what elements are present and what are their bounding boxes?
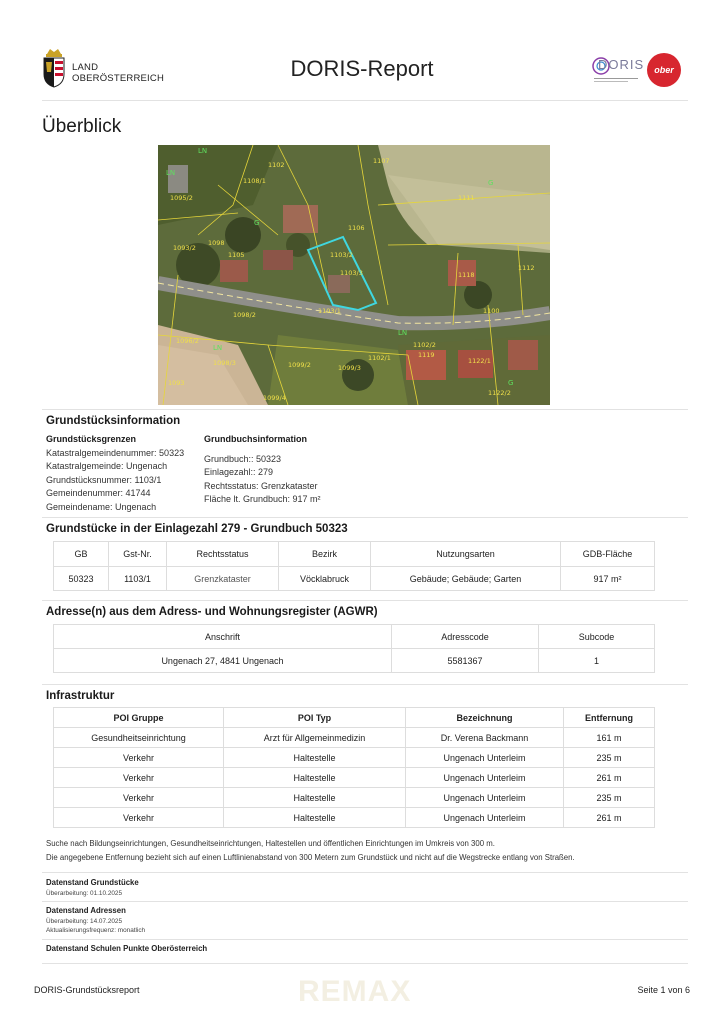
ober-logo-text: ober: [654, 65, 674, 75]
column-header: Nutzungsarten: [371, 542, 561, 567]
grundbuch-title: Grundbuchsinformation: [204, 434, 307, 444]
column-header: GDB-Fläche: [561, 542, 655, 567]
table-cell: 161 m: [564, 728, 655, 748]
column-header: POI Typ: [224, 708, 406, 728]
svg-text:1093/2: 1093/2: [173, 244, 196, 252]
table-row: [54, 748, 655, 768]
column-header: Gst-Nr.: [109, 542, 167, 567]
column-header: Anschrift: [54, 625, 392, 649]
svg-text:1105: 1105: [228, 251, 245, 259]
table-cell: 917 m²: [561, 567, 655, 591]
grenzen-item: Grundstücksnummer: 1103/1: [46, 474, 162, 485]
column-header: Bezirk: [279, 542, 371, 567]
svg-text:G: G: [508, 379, 514, 387]
datenstand-title: Datenstand Grundstücke: [46, 878, 139, 887]
table-cell: 1103/1: [109, 567, 167, 591]
svg-text:G: G: [488, 179, 494, 187]
infra-heading: Infrastruktur: [46, 690, 115, 702]
table-cell: 261 m: [564, 768, 655, 788]
svg-text:1098/3: 1098/3: [213, 359, 236, 367]
grundstueck-heading: Grundstücksinformation: [46, 415, 181, 427]
table-cell: 235 m: [564, 788, 655, 808]
column-header: GB: [54, 542, 109, 567]
table-cell: 1: [539, 649, 655, 673]
footer-left: DORIS-Grundstücksreport: [34, 985, 140, 995]
svg-text:1099/2: 1099/2: [288, 361, 311, 369]
svg-text:LN: LN: [213, 344, 223, 352]
table-row: [54, 768, 655, 788]
table-row: [54, 567, 655, 591]
svg-text:1119: 1119: [418, 351, 435, 359]
map-divider: [42, 409, 688, 410]
section-divider: [42, 600, 688, 601]
adresse-table: [53, 624, 655, 673]
datenstand-line: Aktualisierungsfrequenz: monatlich: [46, 927, 146, 934]
svg-text:1098/2: 1098/2: [233, 311, 256, 319]
adresse-heading: Adresse(n) aus dem Adress- und Wohnungsregister (AGWR): [46, 606, 378, 618]
header-divider: [42, 100, 688, 101]
column-header: Adresscode: [392, 625, 539, 649]
grenzen-title: Grundstücksgrenzen: [46, 434, 137, 444]
datenstand-title: Datenstand Schulen Punkte Oberösterreich: [46, 944, 208, 953]
column-header: Subcode: [539, 625, 655, 649]
table-cell: Verkehr: [54, 768, 224, 788]
grenzen-item: Katastralgemeindenummer: 50323: [46, 448, 185, 458]
table-cell: Vöcklabruck: [279, 567, 371, 591]
table-cell: Haltestelle: [224, 808, 406, 828]
infra-table: [53, 707, 655, 828]
svg-text:1108/1: 1108/1: [243, 177, 266, 185]
table-cell: Gesundheitseinrichtung: [54, 728, 224, 748]
section-divider: [42, 901, 688, 902]
table-cell: 235 m: [564, 748, 655, 768]
doris-logo: [592, 54, 645, 84]
grundbuch-list: [204, 453, 321, 507]
grundbuch-item: Rechtsstatus: Grenzkataster: [204, 480, 318, 491]
column-header: Bezeichnung: [406, 708, 564, 728]
table-cell: Haltestelle: [224, 748, 406, 768]
table-cell: Ungenach Unterleim: [406, 748, 564, 768]
svg-text:1111: 1111: [458, 194, 475, 202]
doris-logo-text: DORIS: [598, 57, 645, 72]
grenzen-item: Katastralgemeinde: Ungenach: [46, 461, 168, 472]
svg-text:1103/2: 1103/2: [330, 251, 353, 259]
table-cell: Verkehr: [54, 808, 224, 828]
datenstand-title: Datenstand Adressen: [46, 906, 126, 915]
section-divider: [42, 517, 688, 518]
svg-text:1103/1: 1103/1: [318, 307, 341, 315]
svg-text:1098: 1098: [208, 239, 225, 247]
svg-text:G: G: [254, 219, 260, 227]
grenzen-item: Gemeindename: Ungenach: [46, 501, 157, 512]
table-cell: Ungenach Unterleim: [406, 788, 564, 808]
column-header: Entfernung: [564, 708, 655, 728]
svg-text:1096/2: 1096/2: [176, 337, 199, 345]
table-cell: Haltestelle: [224, 788, 406, 808]
svg-text:1102/2: 1102/2: [413, 341, 436, 349]
svg-text:1093: 1093: [168, 379, 185, 387]
grenzen-list: [46, 447, 184, 514]
grundbuch-item: Fläche lt. Grundbuch: 917 m²: [204, 494, 321, 505]
table-cell: Grenzkataster: [167, 567, 279, 591]
svg-text:1099/3: 1099/3: [338, 364, 361, 372]
svg-text:1122/1: 1122/1: [468, 357, 491, 365]
remax-watermark: REMAX: [298, 975, 412, 1008]
einlage-table: [53, 541, 655, 591]
datenstand-line: Überarbeitung: 14.07.2025: [46, 918, 123, 925]
table-row: [54, 808, 655, 828]
svg-text:1095/2: 1095/2: [170, 194, 193, 202]
logo-line-1: LAND: [72, 62, 99, 73]
svg-text:1102/1: 1102/1: [368, 354, 391, 362]
svg-text:1118: 1118: [458, 271, 475, 279]
grundbuch-item: Grundbuch:: 50323: [204, 454, 282, 464]
svg-text:1102: 1102: [268, 161, 285, 169]
ober-logo: [647, 53, 681, 87]
table-cell: Gebäude; Gebäude; Garten: [371, 567, 561, 591]
svg-text:1099/4: 1099/4: [263, 394, 286, 402]
svg-text:LN: LN: [398, 329, 408, 337]
grundbuch-item: Einlagezahl:: 279: [204, 467, 274, 478]
table-cell: 50323: [54, 567, 109, 591]
table-cell: 5581367: [392, 649, 539, 673]
table-cell: Arzt für Allgemeinmedizin: [224, 728, 406, 748]
footer-page-number: Seite 1 von 6: [637, 985, 690, 995]
infra-note-2: Die angegebene Entfernung bezieht sich auf einen Luftlinienabstand von 300 Metern zum Grundstück und nicht auf die Wegstrecke entlang von Straßen.: [46, 853, 575, 862]
cadastral-aerial-map: [158, 145, 550, 405]
table-header-row: [54, 708, 655, 728]
grenzen-item: Gemeindenummer: 41744: [46, 488, 151, 499]
logo-line-2: OBERÖSTERREICH: [72, 73, 165, 84]
infra-note-1: Suche nach Bildungseinrichtungen, Gesundheitseinrichtungen, Haltestellen und öffentlichen Einrichtungen im Umkreis von 300 m.: [46, 839, 495, 848]
table-cell: Haltestelle: [224, 768, 406, 788]
table-cell: Verkehr: [54, 788, 224, 808]
svg-text:LN: LN: [198, 147, 208, 155]
table-header-row: [54, 542, 655, 567]
table-cell: 261 m: [564, 808, 655, 828]
section-divider: [42, 872, 688, 873]
svg-text:1106: 1106: [348, 224, 365, 232]
svg-text:1107: 1107: [373, 157, 390, 165]
svg-text:LN: LN: [166, 169, 176, 177]
table-cell: Verkehr: [54, 748, 224, 768]
table-cell: Ungenach 27, 4841 Ungenach: [54, 649, 392, 673]
section-divider: [42, 684, 688, 685]
report-title: DORIS-Report: [290, 56, 434, 81]
section-divider: [42, 939, 688, 940]
table-cell: Dr. Verena Backmann: [406, 728, 564, 748]
table-header-row: [54, 625, 655, 649]
overview-heading: Überblick: [42, 116, 122, 137]
svg-text:1100: 1100: [483, 307, 500, 315]
column-header: POI Gruppe: [54, 708, 224, 728]
datenstand-line: Überarbeitung: 01.10.2025: [46, 890, 123, 897]
table-row: [54, 788, 655, 808]
svg-text:1103/3: 1103/3: [340, 269, 363, 277]
table-cell: Ungenach Unterleim: [406, 768, 564, 788]
footer-divider: [42, 963, 688, 964]
svg-text:1112: 1112: [518, 264, 535, 272]
table-cell: Ungenach Unterleim: [406, 808, 564, 828]
table-row: [54, 728, 655, 748]
einlage-heading: Grundstücke in der Einlagezahl 279 - Grundbuch 50323: [46, 523, 348, 535]
svg-text:1122/2: 1122/2: [488, 389, 511, 397]
table-row: [54, 649, 655, 673]
column-header: Rechtsstatus: [167, 542, 279, 567]
